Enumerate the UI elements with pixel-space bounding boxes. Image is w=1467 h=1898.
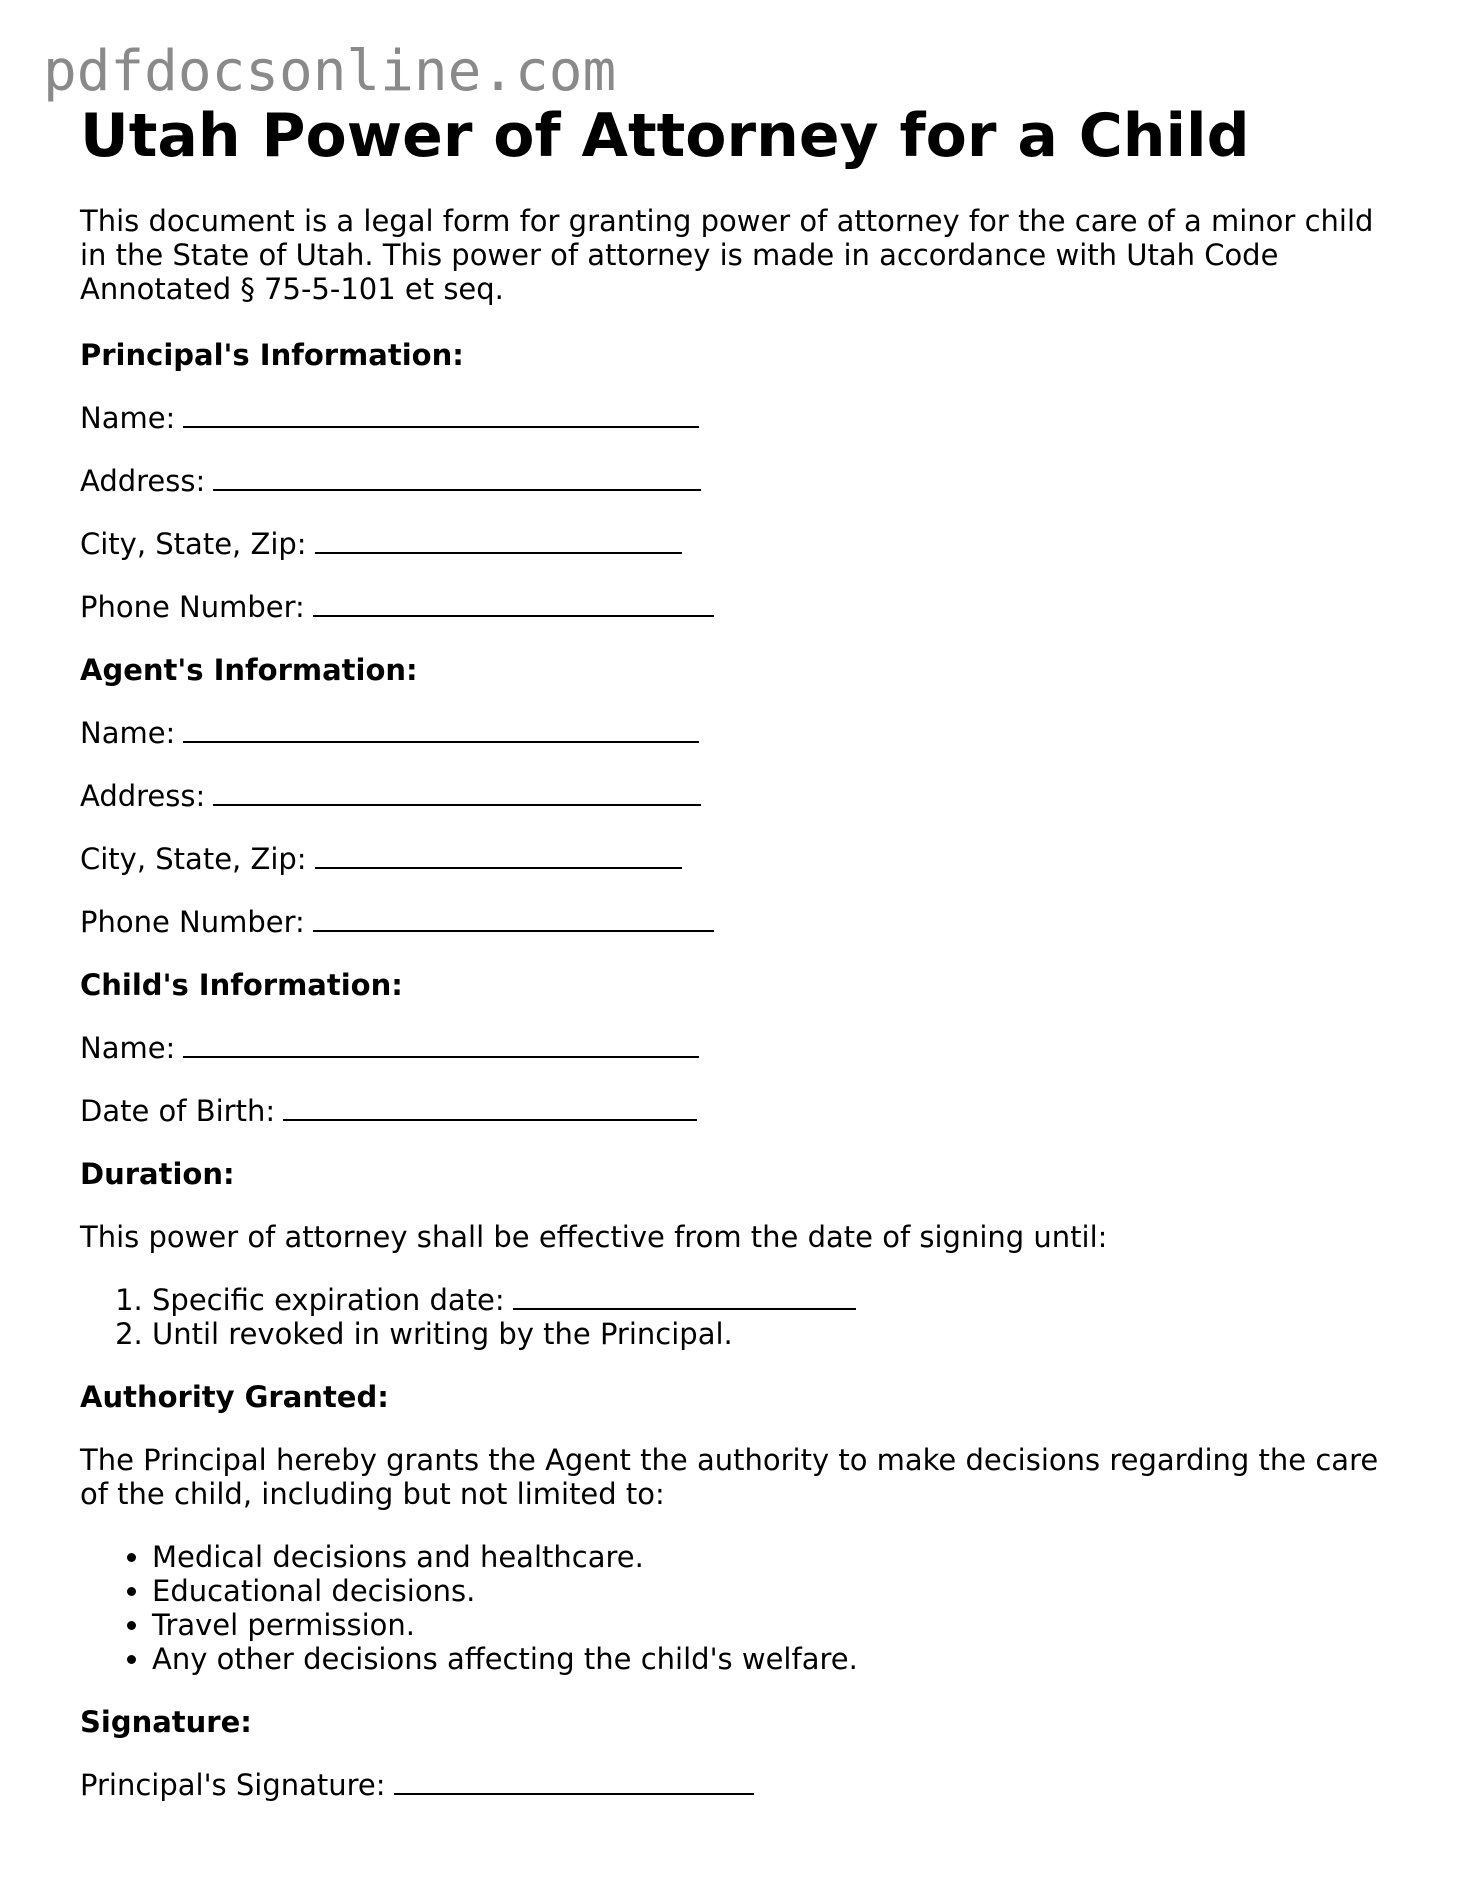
agent-name-field bbox=[80, 716, 1400, 750]
principal-phone-label: Phone Number: bbox=[80, 590, 305, 624]
list-item: • Medical decisions and healthcare. bbox=[152, 1540, 1400, 1574]
agent-phone-label: Phone Number: bbox=[80, 905, 305, 939]
principal-address-label: Address: bbox=[80, 464, 206, 498]
child-heading: Child's Information: bbox=[80, 968, 403, 1002]
principal-signature-blank[interactable] bbox=[394, 1771, 754, 1795]
duration-options bbox=[80, 1283, 1400, 1351]
agent-city-blank[interactable] bbox=[315, 845, 682, 869]
principal-signature-label: Principal's Signature: bbox=[80, 1768, 386, 1802]
authority-text: The Principal hereby grants the Agent the authority to make decisions regarding the care of the child, including but not limited to: bbox=[80, 1443, 1379, 1511]
duration-heading: Duration: bbox=[80, 1157, 235, 1191]
principal-heading: Principal's Information: bbox=[80, 338, 464, 372]
expiration-date-blank[interactable] bbox=[513, 1286, 856, 1310]
principal-name-label: Name: bbox=[80, 401, 176, 435]
child-name-label: Name: bbox=[80, 1031, 176, 1065]
authority-list bbox=[80, 1540, 1400, 1676]
agent-city-label: City, State, Zip: bbox=[80, 842, 307, 876]
intro-paragraph: This document is a legal form for granting power of attorney for the care of a minor child in the State of Utah. This power of attorney is made in accordance with Utah Code Annotated § 75-5-101 et seq. bbox=[80, 204, 1374, 306]
signature-heading: Signature: bbox=[80, 1705, 252, 1739]
principal-city-label: City, State, Zip: bbox=[80, 527, 307, 561]
principal-name-field bbox=[80, 401, 1400, 435]
list-item: • Any other decisions affecting the child's welfare. bbox=[152, 1642, 1400, 1676]
watermark: pdfdocsonline.com bbox=[43, 39, 617, 104]
child-name-field bbox=[80, 1031, 1400, 1065]
principal-phone-blank[interactable] bbox=[313, 593, 714, 617]
principal-phone-field bbox=[80, 590, 1400, 624]
agent-name-blank[interactable] bbox=[183, 719, 699, 743]
principal-city-field bbox=[80, 527, 1400, 561]
duration-option-expiration bbox=[152, 1283, 1400, 1317]
principal-signature-field bbox=[80, 1768, 1400, 1802]
duration-option-expiration-label: Specific expiration date: bbox=[152, 1283, 505, 1317]
agent-phone-blank[interactable] bbox=[313, 908, 714, 932]
agent-phone-field bbox=[80, 905, 1400, 939]
authority-heading: Authority Granted: bbox=[80, 1380, 389, 1414]
list-item: • Educational decisions. bbox=[152, 1574, 1400, 1608]
child-dob-blank[interactable] bbox=[283, 1097, 697, 1121]
principal-address-blank[interactable] bbox=[213, 467, 701, 491]
list-item: • Travel permission. bbox=[152, 1608, 1400, 1642]
principal-address-field bbox=[80, 464, 1400, 498]
child-dob-label: Date of Birth: bbox=[80, 1094, 276, 1128]
child-name-blank[interactable] bbox=[183, 1034, 699, 1058]
principal-city-blank[interactable] bbox=[315, 530, 682, 554]
child-dob-field bbox=[80, 1094, 1400, 1128]
agent-name-label: Name: bbox=[80, 716, 176, 750]
document-title: Utah Power of Attorney for a Child bbox=[80, 101, 1250, 171]
duration-option-revoked: 2. Until revoked in writing by the Principal. bbox=[152, 1317, 1400, 1351]
agent-address-field bbox=[80, 779, 1400, 813]
duration-text: This power of attorney shall be effective from the date of signing until: bbox=[80, 1220, 1108, 1254]
agent-address-blank[interactable] bbox=[213, 782, 701, 806]
principal-name-blank[interactable] bbox=[183, 404, 699, 428]
agent-address-label: Address: bbox=[80, 779, 206, 813]
document-body bbox=[80, 100, 1400, 1831]
agent-heading: Agent's Information: bbox=[80, 653, 418, 687]
agent-city-field bbox=[80, 842, 1400, 876]
